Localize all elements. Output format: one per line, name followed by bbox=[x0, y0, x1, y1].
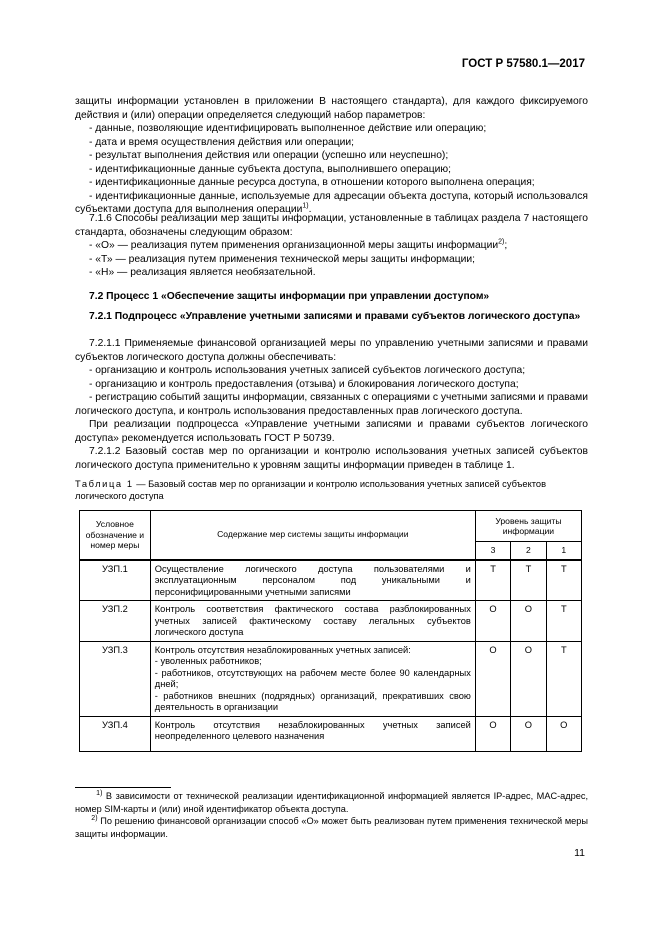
document-header: ГОСТ Р 57580.1—2017 bbox=[461, 58, 585, 70]
measure-subitem: - работников внешних (подрядных) организаций, прекративших свою деятельность в организации bbox=[154, 690, 471, 712]
measure-content: Осуществление логического доступа пользователями и эксплуатационным персоналом под уникальными и персонифицированными учетными записями bbox=[150, 560, 475, 601]
paragraph-7-1-6: 7.1.6 Способы реализации мер защиты информации, установленные в таблицах раздела 7 настоящего стандарта, обозначены следующим образом: bbox=[75, 213, 588, 238]
measure-content: Контроль отсутствия незаблокированных учетных записей неопределенного целевого назначения bbox=[150, 716, 475, 751]
table-row bbox=[80, 641, 582, 716]
level-3-value: О bbox=[475, 641, 510, 716]
param-item-last: - идентификационные данные, используемые для адресации объекта доступа, который использовался субъектами доступа для выполнения операции$^{1)}$. bbox=[75, 190, 588, 215]
level-2: 2 bbox=[511, 542, 546, 560]
measure-subitem: - уволенных работников; bbox=[154, 656, 262, 666]
heading-7-2-1: 7.2.1 Подпроцесс «Управление учетными записями и правами субъектов логического доступа» bbox=[89, 311, 581, 322]
measure-code: УЗП.2 bbox=[80, 601, 151, 642]
footnote bbox=[75, 790, 588, 815]
param-item: - идентификационные данные субъекта доступа, выполнившего операцию; bbox=[89, 163, 451, 175]
code-o-text: - «О» — реализация путем применения организационной меры защиты информации bbox=[89, 240, 499, 251]
measure-code: УЗП.3 bbox=[80, 641, 151, 716]
page-number: 11 bbox=[574, 847, 585, 859]
param-item: - данные, позволяющие идентифицировать выполненное действие или операцию; bbox=[89, 123, 487, 134]
col-header-content: Содержание мер системы защиты информации bbox=[150, 511, 475, 560]
requirement-item: - организацию и контроль предоставления (отзыва) и блокирования логического доступа; bbox=[89, 378, 519, 390]
level-3-value: Т bbox=[475, 560, 510, 601]
measure-content bbox=[150, 641, 475, 716]
col-header-level: Уровень защиты информации bbox=[475, 511, 581, 542]
level-2-value: О bbox=[511, 716, 546, 751]
measure-code: УЗП.1 bbox=[80, 560, 151, 601]
table-row bbox=[80, 716, 582, 751]
paragraph-intro: защиты информации установлен в приложении В настоящего стандарта), для каждого фиксируемого действия и (или) операции определяется следующий набор параметров: bbox=[75, 96, 588, 121]
paragraph-7-2-1-2: 7.2.1.2 Базовый состав мер по организации и контролю использования учетных записей субъектов логического доступа применительно к уровням защиты информации приведен в таблице 1. bbox=[75, 446, 588, 471]
measure-code: УЗП.4 bbox=[80, 716, 151, 751]
level-1-value: Т bbox=[546, 641, 581, 716]
table-row bbox=[80, 601, 582, 642]
table-caption-label: Таблица 1 bbox=[75, 479, 134, 489]
param-item: - дата и время осуществления действия или операции; bbox=[89, 136, 354, 148]
level-1: 1 bbox=[546, 542, 581, 560]
code-item-n: - «Н» — реализация является необязательной. bbox=[89, 267, 316, 278]
level-1-value: О bbox=[546, 716, 581, 751]
param-last-text: - идентификационные данные, используемые для адресации объекта доступа, который использовался субъектами доступа для выполнения операции bbox=[75, 190, 588, 215]
table-row bbox=[80, 560, 582, 601]
footnote-mark: 1) bbox=[96, 789, 103, 797]
level-1-value: Т bbox=[546, 560, 581, 601]
requirement-item: - регистрацию событий защиты информации, связанных с операциями с учетными записями и правами логического доступа, и контроль использования предоставленных прав логического доступа. bbox=[75, 392, 588, 417]
measure-subitem: - работников, отсутствующих на рабочем месте более 90 календарных дней; bbox=[154, 667, 471, 689]
level-3: 3 bbox=[475, 542, 510, 560]
measure-content: Контроль соответствия фактического состава разблокированных учетных записей фактическому составу легальных субъектов логического доступа bbox=[150, 601, 475, 642]
footnote-text: В зависимости от технической реализации идентификационной информацией является IP-адрес, MAC-адрес, номер SIM-карты и (или) иной идентификатор объекта доступа. bbox=[75, 791, 588, 814]
table-caption bbox=[75, 478, 588, 502]
param-item: - результат выполнения действия или операции (успешно или неуспешно); bbox=[89, 150, 449, 161]
level-2-value: О bbox=[511, 641, 546, 716]
measure-content-lead: Контроль отсутствия незаблокированных учетных записей: bbox=[154, 644, 411, 655]
footnote bbox=[75, 815, 588, 840]
level-2-value: Т bbox=[511, 560, 546, 601]
paragraph-7-2-1-1: 7.2.1.1 Применяемые финансовой организацией меры по управлению учетными записями и правами субъектов логического доступа должны обеспечивать: bbox=[75, 338, 588, 363]
level-3-value: О bbox=[475, 601, 510, 642]
table-caption-text: — Базовый состав мер по организации и контролю использования учетных записей субъектов логического доступа bbox=[75, 479, 547, 501]
footnote-ref-1: 1) bbox=[302, 202, 309, 210]
footnote-ref-2: 2) bbox=[498, 238, 505, 246]
paragraph-gost-ref: При реализации подпроцесса «Управление учетными записями и правами субъектов логического доступа» рекомендуется использовать ГОСТ Р 50739. bbox=[75, 419, 588, 444]
heading-7-2: 7.2 Процесс 1 «Обеспечение защиты информации при управлении доступом» bbox=[89, 291, 490, 302]
code-item-t: - «Т» — реализация путем применения технической меры защиты информации; bbox=[89, 253, 475, 265]
requirement-item: - организацию и контроль использования учетных записей субъектов логического доступа; bbox=[89, 365, 526, 376]
level-1-value: Т bbox=[546, 601, 581, 642]
level-3-value: О bbox=[475, 716, 510, 751]
code-item-o: - «О» — реализация путем применения организационной меры защиты информации$^{2)}$; bbox=[89, 238, 508, 251]
footnote-divider bbox=[75, 787, 171, 788]
measures-table bbox=[79, 510, 582, 752]
table-header-row bbox=[80, 511, 582, 542]
param-item: - идентификационные данные ресурса доступа, в отношении которого выполнена операция; bbox=[89, 177, 535, 188]
footnote-text: По решению финансовой организации способ «О» может быть реализован путем применения технической меры защиты информации. bbox=[75, 816, 588, 839]
col-header-code: Условное обозначение и номер меры bbox=[80, 511, 151, 560]
level-2-value: О bbox=[511, 601, 546, 642]
footnote-mark: 2) bbox=[91, 814, 98, 822]
